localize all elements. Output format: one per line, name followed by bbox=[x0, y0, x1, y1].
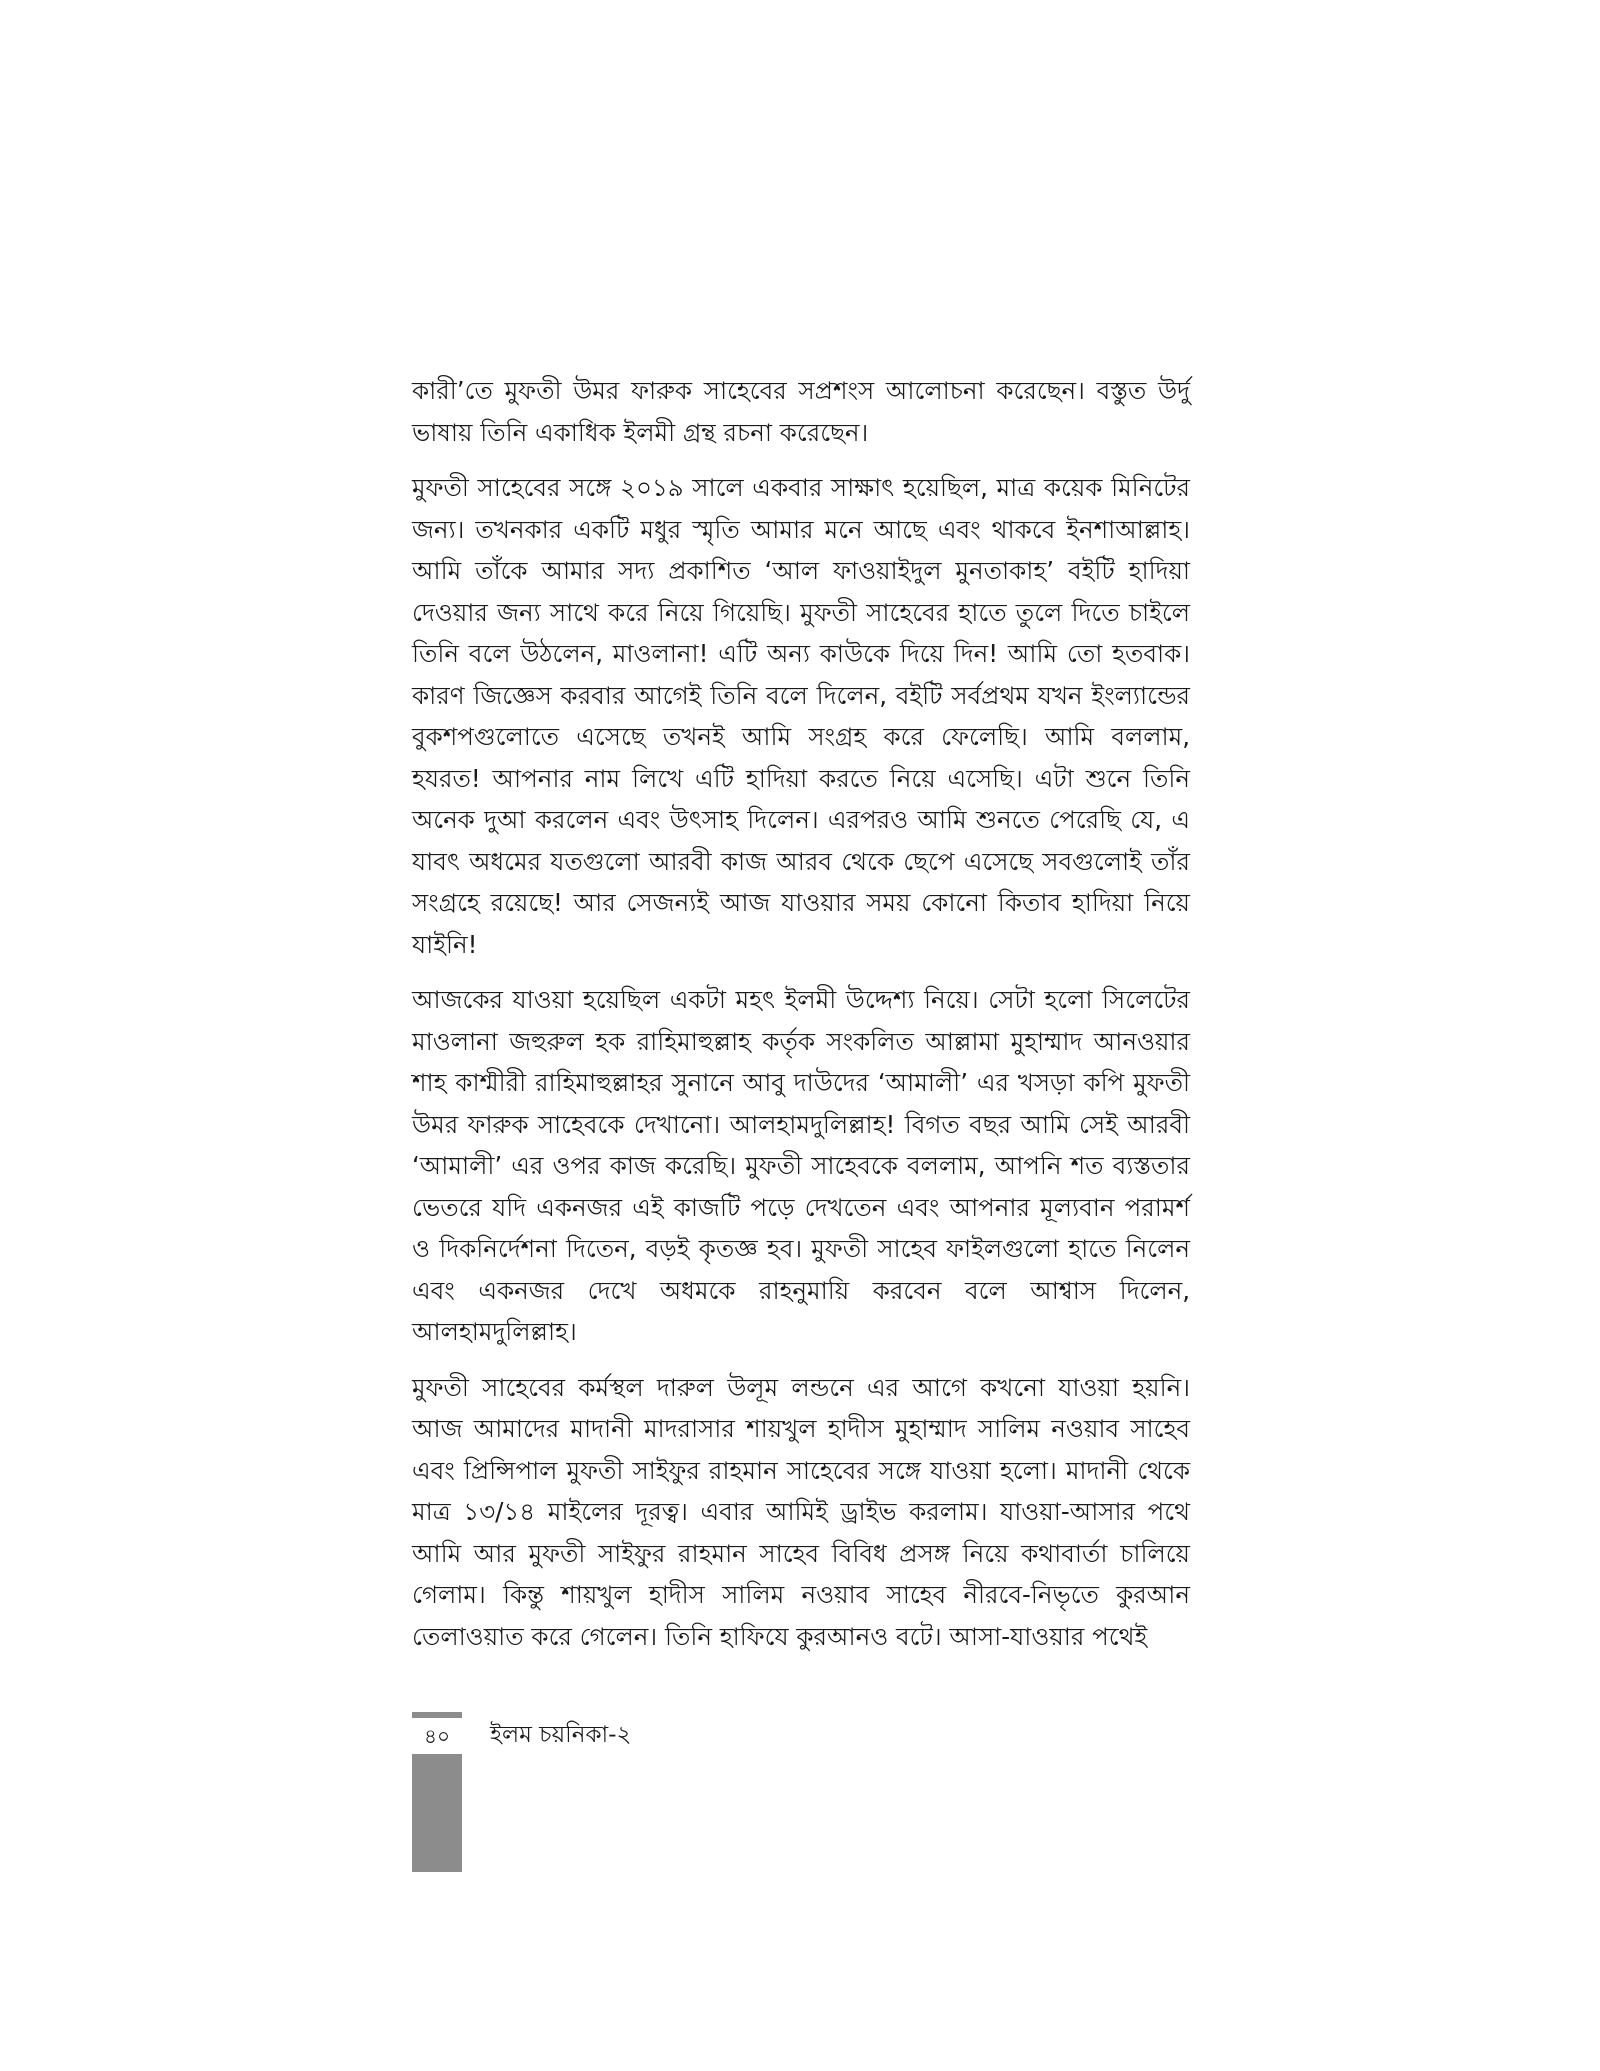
paragraph: মুফতী সাহেবের সঙ্গে ২০১৯ সালে একবার সাক্ষাৎ হয়েছিল, মাত্র কয়েক মিনিটের জন্য। তখনকার একটি মধুর স্মৃতি আমার মনে আছে এবং থাকবে ইনশাআল্লাহ। আমি তাঁকে আমার সদ্য প্রকাশিত ‘আল ফাওয়াইদুল মুনতাকাহ’ বইটি হাদিয়া দেওয়ার জন্য সাথে করে নিয়ে গিয়েছি। মুফতী সাহেবের হাতে তুলে দিতে চাইলে তিনি বলে উঠলেন, মাওলানা! এটি অন্য কাউকে দিয়ে দিন! আমি তো হতবাক। কারণ জিজ্ঞেস করবার আগেই তিনি বলে দিলেন, বইটি সর্বপ্রথম যখন ইংল্যান্ডের বুকশপগুলোতে এসেছে তখনই আমি সংগ্রহ করে ফেলেছি। আমি বললাম, হযরত! আপনার নাম লিখে এটি হাদিয়া করতে নিয়ে এসেছি। এটা শুনে তিনি অনেক দুআ করলেন এবং উৎসাহ দিলেন। এরপরও আমি শুনতে পেরেছি যে, এ যাবৎ অধমের যতগুলো আরবী কাজ আরব থেকে ছেপে এসেছে সবগুলোই তাঁর সংগ্রহে রয়েছে! আর সেজন্যই আজ যাওয়ার সময় কোনো কিতাব হাদিয়া নিয়ে যাইনি! bbox=[412, 473, 1190, 959]
running-book-title: ইলম চয়নিকা-২ bbox=[490, 1722, 632, 1748]
page-footer bbox=[412, 1712, 912, 1872]
footer-accent-bar-top bbox=[412, 1712, 462, 1718]
footer-accent-bar bbox=[412, 1754, 462, 1872]
paragraph: আজকের যাওয়া হয়েছিল একটা মহৎ ইলমী উদ্দেশ্য নিয়ে। সেটা হলো সিলেটের মাওলানা জহুরুল হক রাহিমাহুল্লাহ কর্তৃক সংকলিত আল্লামা মুহাম্মাদ আনওয়ার শাহ কাশ্মীরী রাহিমাহুল্লাহর সুনানে আবু দাউদের ‘আমালী’ এর খসড়া কপি মুফতী উমর ফারুক সাহেবকে দেখানো। আলহামদুলিল্লাহ! বিগত বছর আমি সেই আরবী ‘আমালী’ এর ওপর কাজ করেছি। মুফতী সাহেবকে বললাম, আপনি শত ব্যস্ততার ভেতরে যদি একনজর এই কাজটি পড়ে দেখতেন এবং আপনার মূল্যবান পরামর্শ ও দিকনির্দেশনা দিতেন, বড়ই কৃতজ্ঞ হব। মুফতী সাহেব ফাইলগুলো হাতে নিলেন এবং একনজর দেখে অধমকে রাহনুমায়ি করবেন বলে আশ্বাস দিলেন, আলহামদুলিল্লাহ। bbox=[412, 985, 1190, 1346]
page-number: ৪০ bbox=[424, 1724, 450, 1748]
body-text bbox=[412, 370, 1190, 1671]
paragraph: কারী’তে মুফতী উমর ফারুক সাহেবের সপ্রশংস আলোচনা করেছেন। বস্তুত উর্দু ভাষায় তিনি একাধিক ইলমী গ্রন্থ রচনা করেছেন। bbox=[412, 376, 1190, 447]
paragraph: মুফতী সাহেবের কর্মস্থল দারুল উলূম লন্ডনে এর আগে কখনো যাওয়া হয়নি। আজ আমাদের মাদানী মাদরাসার শায়খুল হাদীস মুহাম্মাদ সালিম নওয়াব সাহেব এবং প্রিন্সিপাল মুফতী সাইফুর রাহমান সাহেবের সঙ্গে যাওয়া হলো। মাদানী থেকে মাত্র ১৩/১৪ মাইলের দূরত্ব। এবার আমিই ড্রাইভ করলাম। যাওয়া-আসার পথে আমি আর মুফতী সাইফুর রাহমান সাহেব বিবিধ প্রসঙ্গ নিয়ে কথাবার্তা চালিয়ে গেলাম। কিন্তু শায়খুল হাদীস সালিম নওয়াব সাহেব নীরবে-নিভৃতে কুরআন তেলাওয়াত করে গেলেন। তিনি হাফিযে কুরআনও বটে। আসা-যাওয়ার পথেই bbox=[412, 1372, 1190, 1651]
